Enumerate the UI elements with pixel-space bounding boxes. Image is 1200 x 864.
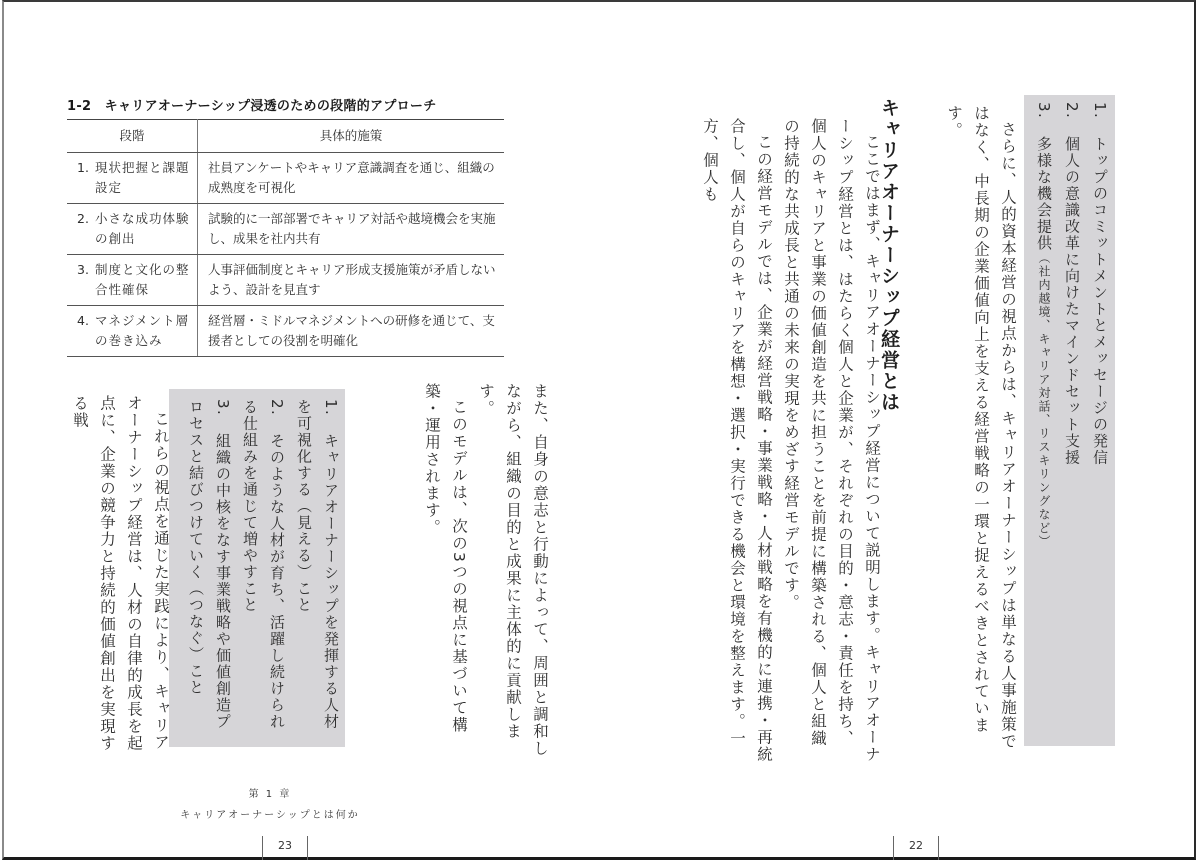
left-body-top bbox=[418, 383, 553, 763]
row-stage: 現状把握と課題設定 bbox=[95, 160, 190, 195]
paragraph: このモデルは、次の3つの視点に基づいて構築・運用されます。 bbox=[423, 383, 468, 733]
list-item: 1. トップのコミットメントとメッセージの発信 bbox=[1091, 102, 1109, 466]
row-measure: 試験的に一部部署でキャリア対話や越境機会を実施し、成果を社内共有 bbox=[198, 204, 505, 255]
table-title: 1-2 キャリアオーナーシップ浸透のための段階的アプローチ bbox=[67, 99, 437, 114]
paragraph: この経営モデルでは、企業が経営戦略・事業戦略・人材戦略を有機的に連携・再統合し、個人が自らのキャリアを構想・選択・実行できる機会と環境を整えます。一方、個人も bbox=[701, 118, 773, 763]
right-box-list bbox=[1030, 102, 1114, 742]
row-measure: 社員アンケートやキャリア意識調査を通じ、組織の成熟度を可視化 bbox=[198, 153, 505, 204]
left-box-list bbox=[182, 399, 344, 739]
page-number-right: 22 bbox=[893, 836, 939, 860]
header-measure: 具体的施策 bbox=[198, 120, 505, 153]
table-row bbox=[67, 153, 504, 204]
row-number: 3. bbox=[77, 262, 89, 277]
right-section-body bbox=[696, 118, 885, 763]
paragraph: ここではまず、キャリアオーナーシップ経営について説明します。キャリアオーナーシップ経営とは、はたらく個人と企業が、それぞれの目的・意志・責任を持ち、個人のキャリアと事業の価値創造を共に担うことを前提に構築される、個人と組織の持続的な共成長と共通の未来の実現をめざす経営モデルです。 bbox=[782, 118, 881, 763]
row-measure: 人事評価制度とキャリア形成支援施策が矛盾しないよう、設計を見直す bbox=[198, 255, 505, 306]
right-intro bbox=[940, 105, 1021, 765]
paragraph: これらの視点を通じた実践により、キャリアオーナーシップ経営は、人材の自律的成長を起点に、企業の競争力と持続的価値創出を実現する戦 bbox=[71, 395, 170, 752]
list-item: 3. 組織の中核をなす事業戦略や価値創造プロセスと結びつけていく（つなぐ）こと bbox=[187, 399, 232, 730]
list-item: 1. キャリアオーナーシップを発揮する人材を可視化する（見える）こと bbox=[295, 399, 340, 730]
table-row bbox=[67, 306, 504, 357]
table-row bbox=[67, 204, 504, 255]
row-number: 1. bbox=[77, 160, 89, 175]
row-number: 4. bbox=[77, 313, 89, 328]
paragraph: さらに、人的資本経営の視点からは、キャリアオーナーシップは単なる人事施策ではなく、中長期の企業価値向上を支える経営戦略の一環と捉えるべきとされています。 bbox=[945, 105, 1017, 750]
row-stage: マネジメント層の巻き込み bbox=[95, 313, 190, 348]
running-footer bbox=[150, 785, 390, 821]
list-item: 3. 多様な機会提供（社内越境、キャリア対話、リスキリングなど） bbox=[1035, 102, 1053, 549]
list-item: 2. 個人の意識改革に向けたマインドセット支援 bbox=[1063, 102, 1081, 466]
section-heading: キャリアオーナーシップ経営とは bbox=[878, 98, 900, 413]
row-stage: 制度と文化の整合性確保 bbox=[95, 262, 190, 297]
table-header-row bbox=[67, 120, 504, 153]
row-stage: 小さな成功体験の創出 bbox=[95, 211, 190, 246]
page-number-left: 23 bbox=[262, 836, 308, 860]
chapter-number: 第 1 章 bbox=[248, 789, 292, 800]
chapter-title: キャリアオーナーシップとは何か bbox=[180, 810, 360, 821]
header-stage: 段階 bbox=[67, 120, 198, 153]
table-row bbox=[67, 255, 504, 306]
left-body-bottom bbox=[66, 395, 174, 760]
row-number: 2. bbox=[77, 211, 89, 226]
list-item: 2. そのような人材が育ち、活躍し続けられる仕組みを通じて増やすこと bbox=[241, 399, 286, 730]
paragraph: また、自身の意志と行動によって、周囲と調和しながら、組織の目的と成果に主体的に貢献します。 bbox=[477, 383, 549, 757]
row-measure: 経営層・ミドルマネジメントへの研修を通じて、支援者としての役割を明確化 bbox=[198, 306, 505, 357]
approach-table bbox=[67, 119, 504, 357]
